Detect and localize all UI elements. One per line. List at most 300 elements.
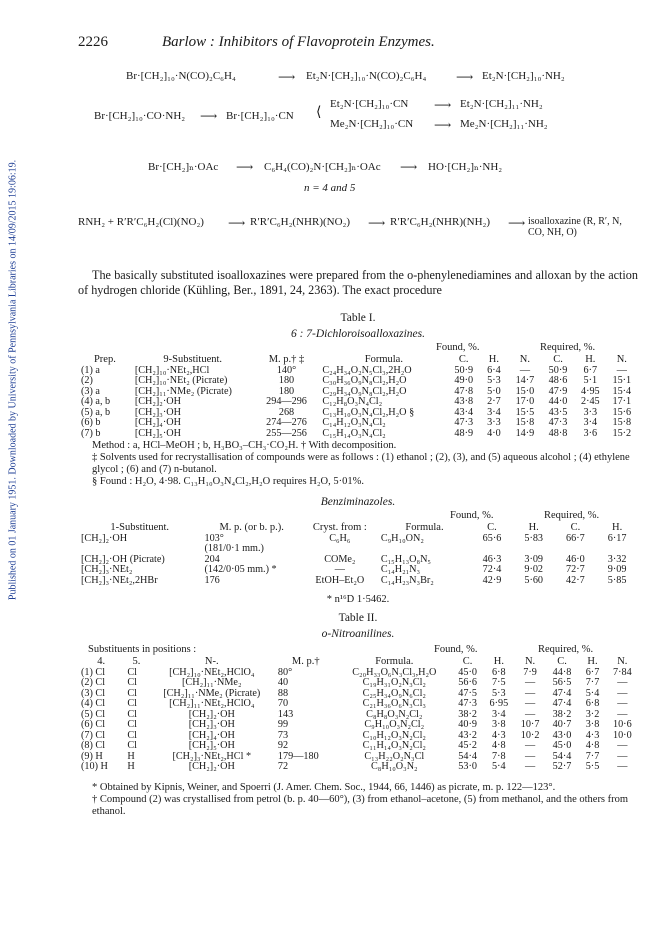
table-cell: —	[524, 698, 536, 709]
table-cell	[378, 544, 471, 555]
scheme-compound: Et₂N·[CH₂]₁₁·NH₂	[460, 98, 543, 110]
table-cell: C₁₉H₃₁O₂N₃Cl₂	[362, 677, 426, 688]
table-cell: 45·0	[552, 740, 572, 751]
table-cell: 44·8	[552, 666, 572, 678]
table-cell: —	[617, 698, 628, 709]
table-cell: 53·0	[458, 761, 477, 772]
table-cell: 43·4	[454, 406, 474, 418]
table-cell: —	[524, 708, 536, 720]
table2-positions-label: Substituents in positions :	[88, 644, 197, 655]
table-cell: [CH₂]₁₁·NMe₂ (Picrate)	[134, 385, 232, 397]
table-cell: 179—180	[277, 750, 319, 762]
table-cell: 44·0	[548, 396, 568, 407]
table-cell: Cl	[127, 729, 137, 741]
arrow-icon: ⟶	[400, 160, 418, 174]
table-cell: 2·7	[487, 396, 501, 407]
table-cell: 48·6	[548, 375, 568, 386]
table-cell: C₂₉H₃₄O₉N₈Cl₂,H₂O	[322, 385, 407, 397]
scheme-compound: Et₂N·[CH₂]₁₀·N(CO)₂C₆H₄	[306, 70, 427, 82]
table-cell: Cl	[127, 708, 137, 720]
scheme-n-note: n = 4 and 5	[304, 182, 356, 194]
table-cell: —	[617, 687, 628, 699]
page-header	[78, 34, 638, 54]
table-cell: [CH₂]₁₀·NEt₂ (Picrate)	[134, 375, 228, 386]
table-cell: 3·2	[585, 708, 600, 720]
table-cell: 268	[278, 406, 295, 418]
table-cell: C₉H₁₀O₃N₂Cl₂	[364, 719, 425, 730]
table-cell: [CH₂]₁₁·NMe₂	[182, 677, 242, 688]
table-cell: 6·95	[489, 698, 509, 709]
table-cell: 40	[277, 677, 289, 688]
table-cell: 5·60	[524, 574, 544, 586]
table-cell: COMe₂	[324, 553, 356, 565]
table-cell: 3·3	[487, 417, 501, 428]
table-cell: 10·6	[612, 719, 632, 730]
table-cell: 54·4	[458, 750, 477, 762]
table-cell: [CH₂]₁₁·NEt₂,HClO₄	[169, 698, 255, 709]
table-cell: 15·4	[612, 385, 632, 397]
column-header: H.	[493, 656, 504, 667]
table-cell: C₂₅H₃₄O₉N₆Cl₂	[362, 687, 426, 699]
table-cell: 47·3	[454, 417, 474, 428]
column-header: M. p.†	[291, 656, 320, 667]
table-cell: 47·4	[552, 687, 572, 699]
scheme-compound: Br·[CH₂]₁₀·N(CO)₂C₆H₄	[126, 70, 236, 82]
table-cell: 47·5	[458, 687, 477, 699]
table-cell: 6·17	[607, 532, 627, 544]
table-cell: (9) H	[81, 750, 103, 762]
table-row	[78, 544, 638, 555]
table-cell: 65·6	[482, 532, 502, 544]
table-header-row	[78, 523, 638, 534]
table-header-row	[78, 657, 638, 668]
table-cell: 7·7	[585, 750, 600, 762]
table-row	[78, 741, 638, 752]
table-row	[78, 555, 638, 566]
table-cell: 4·3	[585, 729, 600, 741]
table-cell: 294—296	[266, 396, 307, 407]
body-paragraph: The basically substituted isoalloxazines were prepared from the o-phenylenediamines and alloxan by the action of hydrogen chloride (Kühling, Ber., 1891, 24, 2363). The exact procedure	[78, 268, 638, 297]
table-cell: [CH₂]₂·OH	[188, 761, 235, 772]
table-cell: [CH₂]₃·NEt₂,HCl *	[172, 750, 252, 762]
table-cell: C₁₃H₂₂O₂N₃Cl	[364, 750, 425, 762]
table-cell: —	[519, 364, 530, 376]
scheme-compound: RNH₂ + R′R′C₆H₂(Cl)(NO₂)	[78, 216, 204, 228]
table-cell: 88	[277, 687, 289, 699]
table-cell: 46·0	[566, 553, 585, 565]
table-cell: 47·9	[548, 385, 568, 397]
table-cell: 4·0	[487, 427, 501, 439]
table-cell: 99	[277, 719, 289, 730]
table-cell: 10·7	[520, 719, 540, 730]
table-row	[78, 720, 638, 731]
table-row	[78, 565, 638, 576]
table-cell: 50·9	[548, 364, 568, 376]
table-cell: 54·4	[552, 750, 572, 762]
table-cell: (10) H	[81, 761, 108, 772]
table-cell: 5·85	[607, 574, 627, 586]
arrow-icon: ⟶	[434, 98, 452, 112]
page-number: 2226	[78, 34, 108, 50]
arrow-icon: ⟶	[200, 109, 218, 123]
table-cell: —	[334, 564, 345, 575]
table-cell: C₉H₁₀ON₂	[380, 532, 424, 544]
table-cell: 5·0	[487, 385, 501, 397]
table-cell: 9·09	[607, 564, 627, 575]
table1-note: Method : a, HCl–MeOH ; b, H₃BO₃–CH₃·CO₂H. † With decomposition.	[92, 440, 397, 451]
table-cell: 66·7	[566, 532, 585, 544]
column-header: H.	[585, 354, 596, 365]
table-cell: 180	[278, 385, 295, 397]
table1-note: ‡ Solvents used for recrystallisation of compounds were as follows : (1) ethanol ; (2), (3), and (5) aqueous alcohol ; (4) ethylene glycol ; (6) and (7) n-butanol.	[92, 452, 630, 475]
table-cell: 3·3	[583, 406, 598, 418]
table-cell	[555, 544, 597, 555]
table-cell: 72·7	[566, 564, 585, 575]
table-row	[78, 376, 638, 387]
table2	[78, 657, 638, 773]
table-header-row	[78, 355, 638, 366]
table-cell: [CH₂]₃·NEt₂	[81, 564, 133, 575]
table-cell	[78, 544, 201, 555]
table-cell: C₁₅H₁₄O₃N₄Cl₂	[322, 427, 386, 439]
table2-notes	[78, 782, 638, 818]
table-cell: C₁₃H₁₀O₃N₄Cl₂,H₂O §	[322, 406, 415, 418]
table-cell: 49·0	[454, 375, 474, 386]
benz-table	[78, 523, 638, 586]
scheme-compound: Et₂N·[CH₂]₁₀·NH₂	[482, 70, 565, 82]
arrow-icon: ⟶	[456, 70, 474, 84]
table-cell: —	[617, 708, 628, 720]
table-cell: Cl	[127, 740, 137, 751]
scheme-compound: Et₂N·[CH₂]₁₀·CN	[330, 98, 409, 110]
column-header: Formula.	[375, 656, 414, 667]
table-cell: C₂₄H₃₄O₂N₅Cl₃,2H₂O	[322, 364, 412, 376]
download-watermark-text: Published on 01 January 1951. Downloaded by University of Pennsylvania Libraries on 14/09/2015 19:06:19.	[7, 159, 19, 601]
table-cell	[471, 544, 513, 555]
table-cell: 15·5	[515, 406, 535, 418]
table-cell: 47·8	[454, 385, 474, 397]
table-cell: 47·3	[458, 698, 477, 709]
table-cell: 5·5	[585, 761, 600, 772]
table-cell: 40·9	[458, 719, 477, 730]
table-cell: [CH₂]₃·OH	[188, 719, 235, 730]
table-cell: (1) a	[81, 364, 100, 376]
table-cell: 43·5	[548, 406, 568, 418]
table-cell: 48·8	[548, 427, 568, 439]
table-cell: 47·4	[552, 698, 572, 709]
column-header: N.	[617, 656, 628, 667]
table-cell: (1) Cl	[81, 666, 106, 678]
column-header: 5.	[132, 656, 141, 667]
column-header: 4.	[97, 656, 106, 667]
table-cell: 143	[277, 708, 294, 720]
column-header: 9-Substituent.	[163, 354, 223, 365]
scheme-compound: Me₂N·[CH₂]₁₀·CN	[330, 118, 414, 130]
table-row	[78, 699, 638, 710]
column-header: H.	[587, 656, 598, 667]
scheme-compound: Br·[CH₂]ₙ·OAc	[148, 161, 219, 173]
table-cell: (6) Cl	[81, 719, 106, 730]
table-cell: 4·8	[585, 740, 600, 751]
table-cell: 274—276	[266, 417, 307, 428]
arrow-icon: ⟶	[236, 160, 254, 174]
table-cell: (5) a, b	[81, 406, 111, 418]
scheme-compound: HO·[CH₂]ₙ·NH₂	[428, 161, 503, 173]
column-header: C.	[462, 656, 473, 667]
scheme-row-1	[78, 70, 638, 96]
table-cell: 6·7	[583, 364, 598, 376]
table-cell: C₁₄H₁₂O₃N₄Cl₂	[322, 417, 386, 428]
table-cell: 5·4	[492, 761, 506, 772]
table-cell: 4·8	[492, 740, 506, 751]
table-cell: —	[524, 687, 536, 699]
table-cell: (7) Cl	[81, 729, 106, 741]
table-cell: 204	[204, 553, 220, 565]
reaction-schemes	[78, 64, 638, 264]
table-cell: (2)	[81, 375, 93, 386]
arrow-icon: ⟶	[368, 216, 386, 230]
table-cell: 15·0	[515, 385, 535, 397]
table-cell: C₃₀H₃₆O₉N₈Cl₂,H₂O	[322, 375, 407, 386]
table-cell: —	[617, 761, 628, 772]
download-watermark	[2, 100, 24, 660]
column-header: C.	[487, 522, 497, 533]
table-cell: 6·8	[585, 698, 600, 709]
table-cell: 180	[278, 375, 295, 386]
column-header: C.	[458, 354, 469, 365]
table-cell: 5·4	[585, 687, 600, 699]
benz-note: * n¹⁶D 1·5462.	[326, 594, 390, 605]
table-cell: C₆H₆	[329, 532, 351, 544]
table-cell: 47·3	[548, 417, 568, 428]
column-header: Cryst. from :	[312, 522, 367, 533]
table-cell: Cl	[127, 687, 137, 699]
table-cell: 50·9	[454, 364, 474, 376]
table-cell: C₁₁H₁₄O₃N₂Cl₂	[362, 740, 426, 751]
table-cell: 14·9	[515, 427, 535, 439]
table1-required-label: Required, %.	[540, 342, 596, 353]
table-cell: [CH₂]₁₀·NEt₂,HClO₄	[169, 666, 255, 678]
table-cell: 15·8	[515, 417, 535, 428]
column-header: N.	[519, 354, 531, 365]
table-cell: (6) b	[81, 417, 101, 428]
table-cell: 40·7	[552, 719, 572, 730]
column-header: 1-Substituent.	[110, 522, 170, 533]
table-cell: 4·95	[580, 385, 600, 397]
table-cell: 70	[277, 698, 289, 709]
table-cell: (8) Cl	[81, 740, 106, 751]
table-cell: [CH₂]₄·OH	[134, 417, 181, 428]
scheme-compound: R′R′C₆H₂(NHR)(NH₂)	[390, 216, 491, 228]
table1-notes	[78, 440, 638, 488]
table-cell: (181/0·1 mm.)	[204, 543, 264, 554]
scheme-compound: Br·[CH₂]₁₀·CO·NH₂	[94, 110, 186, 122]
table-cell: 15·2	[612, 427, 632, 439]
table-cell: —	[617, 677, 628, 688]
table-cell: 7·8	[492, 750, 506, 762]
table-cell: 72	[277, 761, 289, 772]
table-cell: 3·4	[583, 417, 598, 428]
table-cell: 3·6	[583, 427, 598, 439]
column-header: M. p.† ‡	[268, 354, 305, 365]
table-row	[78, 576, 638, 587]
table-cell: —	[617, 740, 628, 751]
table1	[78, 355, 638, 439]
table-cell: [CH₂]₂·OH	[134, 396, 181, 407]
table-cell: 6·4	[487, 364, 501, 376]
table-cell: 7·9	[523, 666, 537, 678]
table-cell: Cl	[127, 677, 137, 688]
table-cell: C₁₀H₁₂O₃N₂Cl₂	[362, 729, 426, 741]
table-row	[78, 429, 638, 440]
column-header: C.	[557, 656, 567, 667]
table-cell	[596, 544, 638, 555]
table-cell: 17·0	[515, 396, 535, 407]
table-cell: 80°	[277, 666, 293, 678]
table-cell: (142/0·05 mm.) *	[204, 564, 277, 575]
table-cell: —	[617, 750, 628, 762]
column-header: H.	[612, 522, 623, 533]
column-header: N-.	[204, 656, 219, 667]
table-cell: 38·2	[458, 708, 477, 720]
table-cell: 15·8	[612, 417, 632, 428]
table-cell: 103°	[204, 532, 224, 544]
table2-found-label: Found, %.	[434, 644, 478, 655]
benz-found-label: Found, %.	[450, 510, 494, 521]
table2-required-label: Required, %.	[538, 644, 594, 655]
table2-note: † Compound (2) was crystallised from petrol (b. p. 40—60°), (3) from ethanol–acetone, (5) from methanol, and the others from ethanol.	[92, 794, 629, 817]
column-header: Prep.	[93, 354, 116, 365]
table-cell: 3·8	[492, 719, 506, 730]
column-header: N.	[524, 656, 536, 667]
scheme-compound: isoalloxazine (R, R′, N, CO, NH, O)	[528, 216, 622, 238]
table-cell: (7) b	[81, 427, 101, 439]
table-cell: 43·0	[552, 729, 572, 741]
table-cell: [CH₂]₂·OH	[81, 532, 128, 544]
table-cell: 6·8	[492, 666, 506, 678]
table-cell: 3·8	[585, 719, 600, 730]
table-cell: 56·6	[458, 677, 477, 688]
table-cell: [CH₂]₃·OH	[134, 406, 181, 418]
table-row	[78, 418, 638, 429]
running-title: Barlow : Inhibitors of Flavoprotein Enzymes.	[162, 34, 435, 50]
column-header: Formula.	[364, 354, 403, 365]
table2-subtitle: o-Nitroanilines.	[321, 628, 395, 640]
table-row	[78, 534, 638, 545]
table-cell: (2) Cl	[81, 677, 106, 688]
table-cell: 52·7	[552, 761, 572, 772]
table-cell: 3·4	[492, 708, 506, 720]
table-row	[78, 397, 638, 408]
table-cell: C₁₅H₁₃O₈N₅	[380, 553, 431, 565]
column-header: N.	[616, 354, 627, 365]
table-cell: [CH₂]₂·OH	[188, 708, 235, 720]
table-cell: C₁₄H₂₁N₃	[380, 564, 421, 575]
table-cell	[302, 544, 378, 555]
table-cell: 9·02	[524, 564, 544, 575]
table-row	[78, 678, 638, 689]
table-cell: Cl	[127, 719, 137, 730]
table-cell: 2·45	[580, 396, 600, 407]
table-cell: 42·7	[566, 574, 585, 586]
table-cell: 45·0	[458, 666, 477, 678]
table-cell: 43·8	[454, 396, 474, 407]
table-cell: 176	[204, 574, 220, 586]
table-cell: H	[127, 750, 135, 762]
scheme-compound: R′R′C₆H₂(NHR)(NO₂)	[250, 216, 351, 228]
column-header: H.	[528, 522, 539, 533]
table-cell: 15·1	[612, 375, 632, 386]
table-cell: 3·32	[607, 553, 627, 565]
table2-note: * Obtained by Kipnis, Weiner, and Spoerri (J. Amer. Chem. Soc., 1944, 66, 1446) as picrate, m. p. 122—123°.	[92, 782, 556, 793]
table-cell: H	[127, 761, 135, 772]
table-cell: [CH₂]₅·OH	[134, 427, 181, 439]
table-cell: (3) Cl	[81, 687, 106, 699]
table1-found-label: Found, %.	[436, 342, 480, 353]
table-cell: —	[616, 364, 627, 376]
table-cell: (4) a, b	[81, 396, 111, 407]
branch-bracket-icon: ⟨	[316, 105, 322, 120]
table-cell: Cl	[127, 698, 137, 709]
table1-subtitle: 6 : 7-Dichloroisoalloxazines.	[290, 328, 426, 340]
column-header: Formula.	[405, 522, 444, 533]
table-cell: 7·5	[492, 677, 506, 688]
benz-subtitle: Benziminazoles.	[320, 496, 396, 508]
table-cell: 7·7	[585, 677, 600, 688]
table-cell: [CH₂]₅·OH	[188, 740, 235, 751]
table-cell: 14·7	[515, 375, 535, 386]
table-cell: 48·9	[454, 427, 474, 439]
arrow-icon: ⟶	[228, 216, 246, 230]
table-cell: 46·3	[482, 553, 502, 565]
table-cell: 17·1	[612, 396, 632, 407]
table-cell: 5·1	[583, 375, 598, 386]
table-cell: 3·09	[524, 553, 544, 565]
table-cell: 7·84	[612, 666, 632, 678]
scheme-row-4	[78, 216, 638, 242]
column-header: H.	[488, 354, 500, 365]
scheme-compound: Me₂N·[CH₂]₁₁·NH₂	[460, 118, 548, 130]
table-cell: C₂₀H₃₃O₆N₃Cl₃,H₂O	[352, 666, 437, 678]
arrow-icon: ⟶	[278, 70, 296, 84]
table2-caption: Table II.	[338, 612, 378, 624]
table-cell: EtOH–Et₂O	[315, 574, 365, 586]
table-cell: 255—256	[266, 427, 307, 439]
table-cell: C₂₁H₃₆O₆N₃Cl₃	[362, 698, 426, 709]
scheme-compound: Br·[CH₂]₁₀·CN	[226, 110, 294, 122]
table-cell: 42·9	[482, 574, 502, 586]
table-cell: Cl	[127, 666, 137, 678]
table-cell: —	[524, 740, 536, 751]
arrow-icon: ⟶	[508, 216, 526, 230]
column-header: M. p. (or b. p.).	[219, 522, 284, 533]
arrow-icon: ⟶	[434, 118, 452, 132]
column-header: C.	[570, 522, 581, 533]
table-cell	[513, 544, 555, 555]
table-cell: —	[524, 761, 536, 772]
table-cell: 43·2	[458, 729, 477, 741]
scheme-compound: C₆H₄(CO)₂N·[CH₂]ₙ·OAc	[264, 161, 381, 173]
benz-required-label: Required, %.	[544, 510, 600, 521]
table-cell: 10·0	[612, 729, 632, 741]
table-cell: 15·6	[612, 406, 632, 418]
table-cell: [CH₂]₁₀·NEt₂,HCl	[134, 364, 210, 376]
table-cell: [CH₂]₃·NEt₂,2HBr	[81, 574, 158, 586]
table1-caption: Table I.	[340, 312, 376, 324]
table-cell: [CH₂]₁₁·NMe₂ (Picrate)	[163, 687, 261, 699]
table-cell: 56·5	[552, 677, 572, 688]
table-cell: C₈H₈O₃N₂Cl₂	[366, 708, 423, 720]
